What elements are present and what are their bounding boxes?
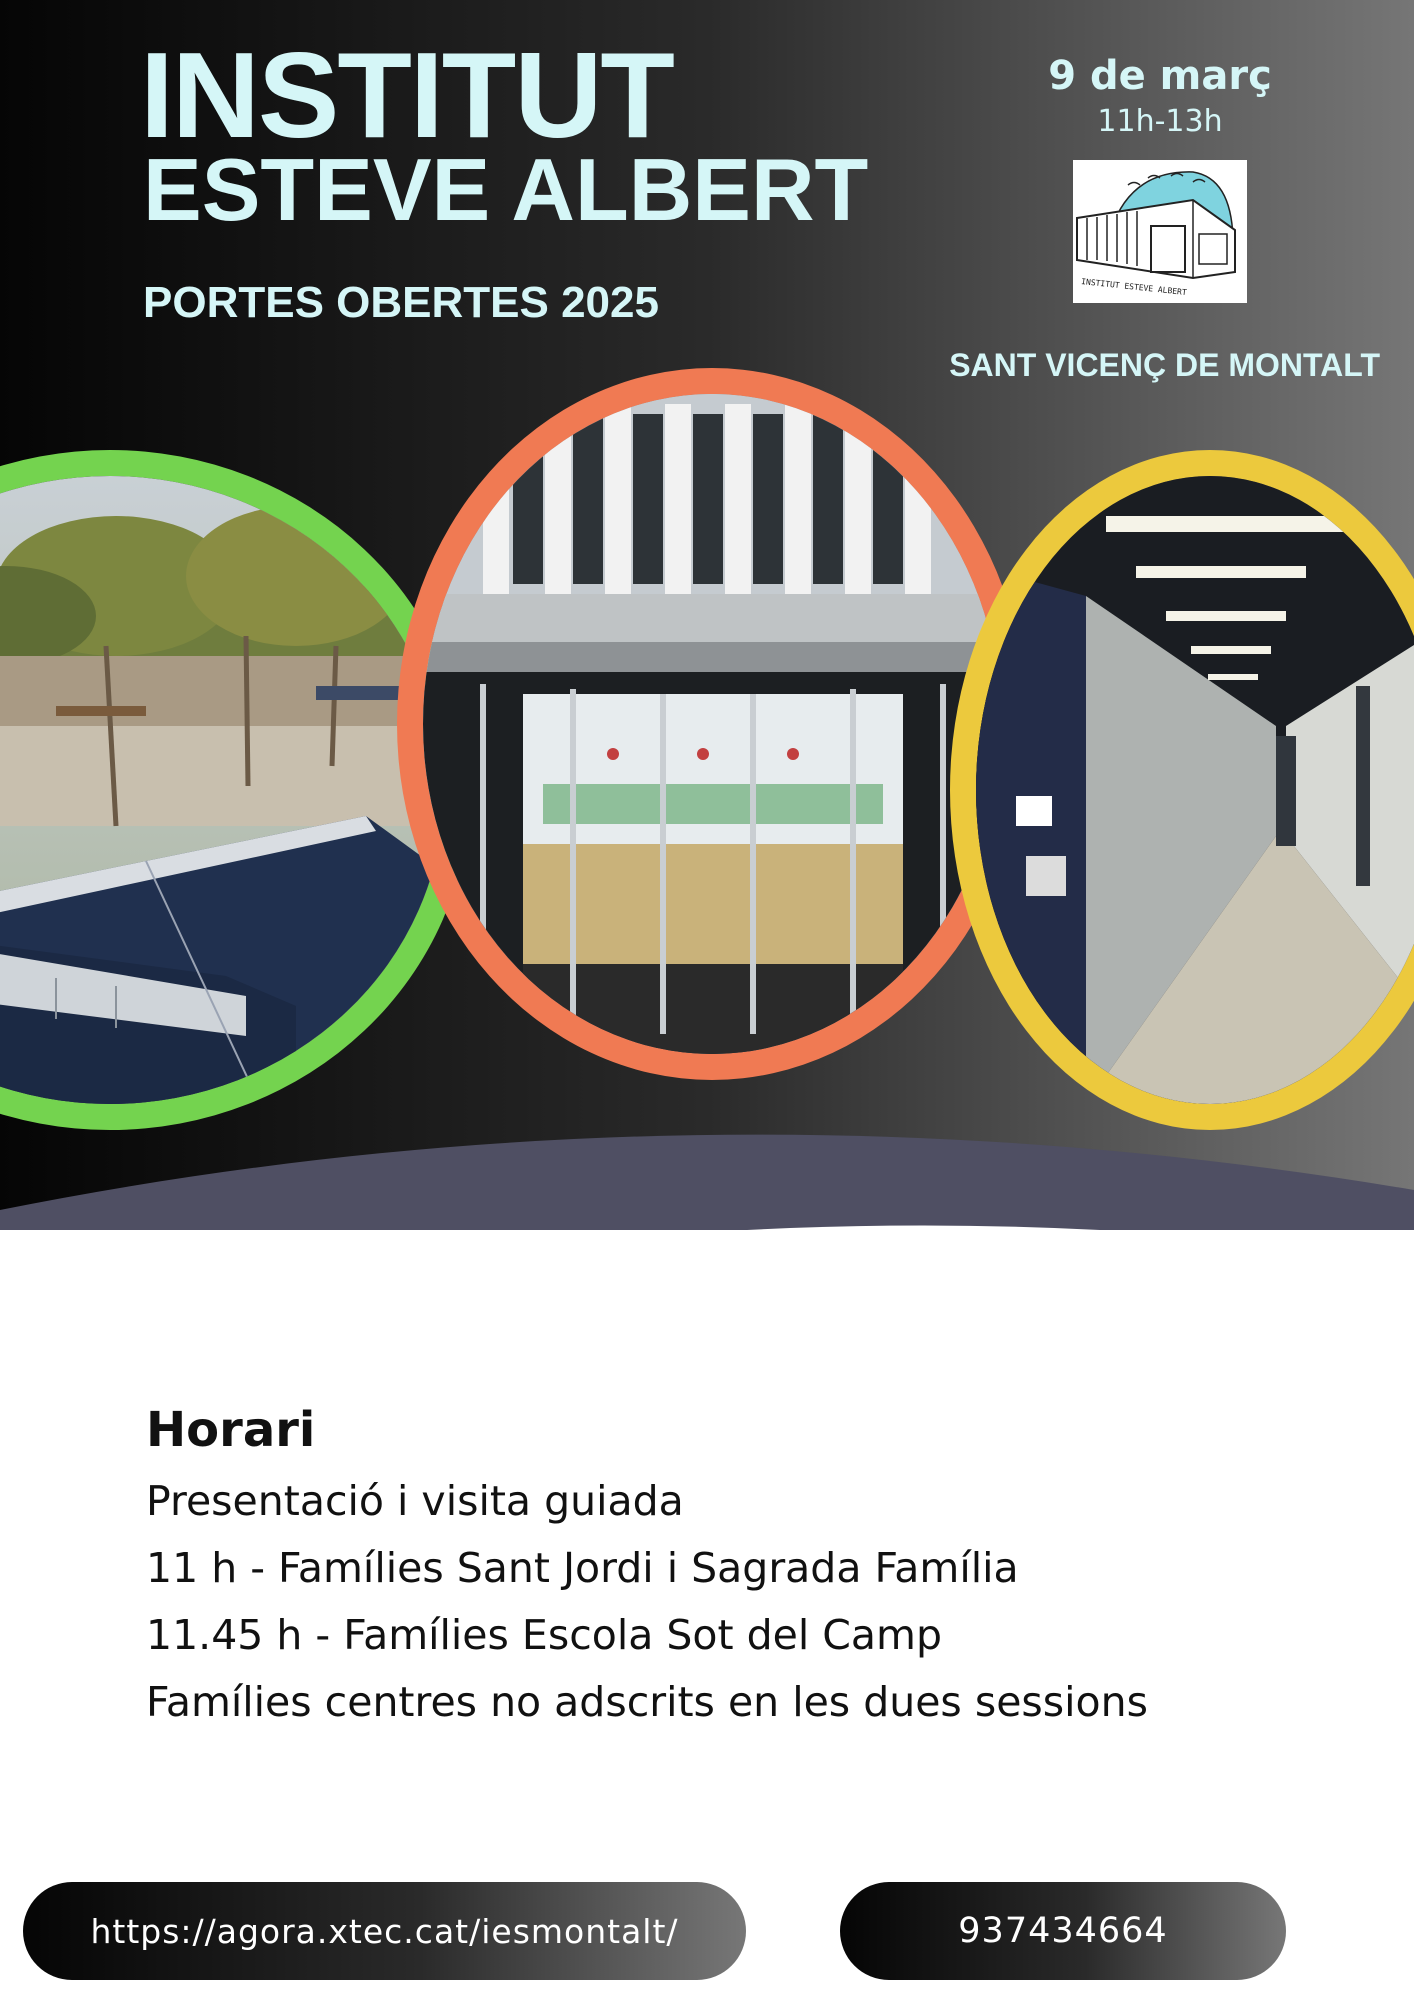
phone-link[interactable]: 937434664 xyxy=(840,1882,1286,1980)
title-line-1: INSTITUT xyxy=(140,27,673,163)
schedule-line-4: Famílies centres no adscrits en les dues sessions xyxy=(146,1678,1148,1726)
title-line-2: ESTEVE ALBERT xyxy=(143,140,869,239)
photo-entrance xyxy=(397,368,1027,1080)
event-subtitle: PORTES OBERTES 2025 xyxy=(143,278,659,327)
school-logo xyxy=(1073,160,1247,303)
entrance-image xyxy=(423,394,1001,1054)
event-date: 9 de març xyxy=(1048,53,1272,99)
schedule-line-2: 11 h - Famílies Sant Jordi i Sagrada Família xyxy=(146,1544,1019,1592)
playground-image xyxy=(0,476,444,1104)
event-time: 11h-13h xyxy=(1097,104,1223,139)
wave-divider xyxy=(0,1130,1414,1230)
corridor-image xyxy=(976,476,1414,1104)
schedule-line-1: Presentació i visita guiada xyxy=(146,1477,684,1525)
schedule-section xyxy=(146,1400,1148,1736)
schedule-heading: Horari xyxy=(146,1402,316,1458)
photo-playground xyxy=(0,450,470,1130)
website-link[interactable]: https://agora.xtec.cat/iesmontalt/ xyxy=(23,1882,746,1980)
location-label: SANT VICENÇ DE MONTALT xyxy=(949,347,1380,383)
schedule-line-3: 11.45 h - Famílies Escola Sot del Camp xyxy=(146,1611,942,1659)
photo-corridor xyxy=(950,450,1414,1130)
logo-text: INSTITUT ESTEVE ALBERT xyxy=(1080,277,1188,298)
